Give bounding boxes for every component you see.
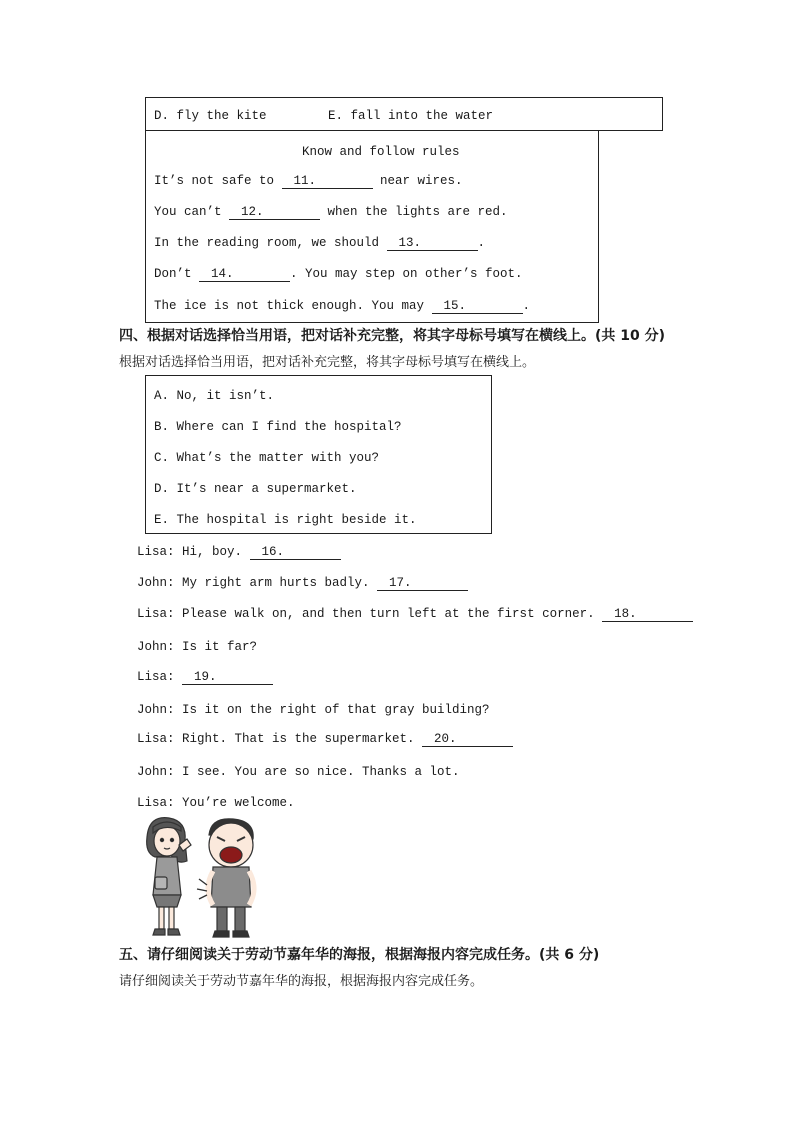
dialogue-option-b: B. Where can I find the hospital?	[154, 420, 402, 434]
dialogue-option-d: D. It’s near a supermarket.	[154, 482, 357, 496]
option-row-box	[145, 97, 663, 131]
rules-title: Know and follow rules	[302, 145, 460, 159]
dialogue-line-is-it-far: John: Is it far?	[137, 640, 258, 654]
answer-blank-12[interactable]: 12.	[229, 205, 320, 220]
section-5-instruction: 请仔细阅读关于劳动节嘉年华的海报，根据海报内容完成任务。	[119, 974, 484, 989]
section-4-heading: 四、根据对话选择恰当用语，把对话补充完整，将其字母标号填写在横线上。(共 10 分)	[119, 328, 666, 344]
dialogue-line-20: Lisa: Right. That is the supermarket. 20.	[137, 732, 513, 747]
answer-blank-20[interactable]: 20.	[422, 732, 513, 747]
dialogue-options-box	[145, 375, 492, 534]
dialogue-line-19: Lisa: 19.	[137, 670, 273, 685]
girl-and-boy-illustration	[137, 815, 272, 940]
dialogue-option-c: C. What’s the matter with you?	[154, 451, 380, 465]
girl-figure	[147, 818, 191, 935]
answer-blank-17[interactable]: 17.	[377, 576, 468, 591]
answer-blank-15[interactable]: 15.	[432, 299, 523, 314]
dialogue-line-welcome: Lisa: You’re welcome.	[137, 796, 295, 810]
rule-line-11: It’s not safe to 11. near wires.	[154, 174, 463, 188]
section-5-heading: 五、请仔细阅读关于劳动节嘉年华的海报，根据海报内容完成任务。(共 6 分)	[119, 947, 600, 963]
option-e: E. fall into the water	[328, 109, 494, 123]
dialogue-option-a: A. No, it isn’t.	[154, 389, 275, 403]
answer-blank-16[interactable]: 16.	[250, 545, 341, 560]
dialogue-option-e: E. The hospital is right beside it.	[154, 513, 417, 527]
dialogue-line-17: John: My right arm hurts badly. 17.	[137, 576, 468, 591]
dialogue-line-18: Lisa: Please walk on, and then turn left at the first corner. 18.	[137, 607, 693, 622]
answer-blank-11[interactable]: 11.	[282, 174, 373, 189]
answer-blank-18[interactable]: 18.	[602, 607, 693, 622]
rules-box	[145, 131, 599, 323]
rule-line-13: In the reading room, we should 13. .	[154, 236, 486, 250]
crying-boy-figure	[197, 819, 254, 937]
option-d: D. fly the kite	[154, 109, 267, 123]
rule-line-15: The ice is not thick enough. You may 15. .	[154, 299, 531, 313]
answer-blank-13[interactable]: 13.	[387, 236, 478, 251]
answer-blank-14[interactable]: 14.	[199, 267, 290, 282]
dialogue-line-gray-building: John: Is it on the right of that gray building?	[137, 703, 490, 717]
rule-line-12: You can’t 12. when the lights are red.	[154, 205, 508, 219]
rule-line-14: Don’t 14. . You may step on other’s foot.	[154, 267, 523, 281]
section-4-instruction: 根据对话选择恰当用语，把对话补充完整，将其字母标号填写在横线上。	[119, 355, 536, 370]
answer-blank-19[interactable]: 19.	[182, 670, 273, 685]
dialogue-line-16: Lisa: Hi, boy. 16.	[137, 545, 341, 560]
dialogue-line-thanks: John: I see. You are so nice. Thanks a lot.	[137, 765, 460, 779]
